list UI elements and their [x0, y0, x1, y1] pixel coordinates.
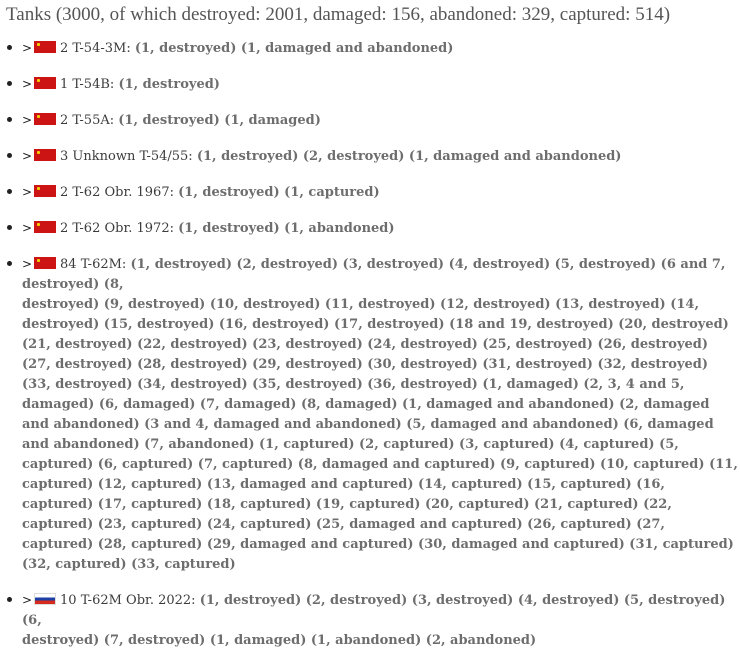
bullet-icon: [7, 117, 12, 122]
tank-loss-list: [6, 38, 740, 651]
bullet-icon: [7, 45, 12, 50]
item-details[interactable]: (1, destroyed) (1, damaged and abandoned): [134, 41, 454, 56]
list-item-t-62m-obr-2022: [6, 590, 740, 651]
list-item-t-62-obr-1972: [6, 218, 740, 239]
soviet-flag-icon: [34, 149, 56, 161]
soviet-flag-icon: [34, 221, 56, 233]
bullet-icon: [7, 261, 12, 266]
chevron-right-icon[interactable]: >: [22, 41, 33, 55]
chevron-right-icon[interactable]: >: [22, 185, 33, 199]
chevron-right-icon[interactable]: >: [22, 113, 33, 127]
item-details[interactable]: (1, destroyed) (2, destroyed) (3, destroyed) (4, destroyed) (5, destroyed) (6,: [22, 593, 726, 628]
bullet-icon: [7, 189, 12, 194]
item-count: 3: [60, 149, 69, 164]
list-item-t-54-3m: [6, 38, 740, 59]
bullet-icon: [7, 225, 12, 230]
soviet-flag-icon: [34, 41, 56, 53]
item-details[interactable]: (1, destroyed) (1, captured): [178, 185, 380, 200]
item-model: T-62 Obr. 1967:: [72, 185, 174, 200]
item-model: T-54-3M:: [72, 41, 131, 56]
item-details-continuation[interactable]: destroyed) (9, destroyed) (10, destroyed) (11, destroyed) (12, destroyed) (13, destroyed) (14, destroyed) (15, destroyed) (16, destroyed) (17, destroyed) (18 and 19, destroyed) (20, destroyed) (21, destroyed) (22, destroyed) (23, destroyed) (24, destroyed) (25, destroyed) (26, destroyed) (27, destroyed) (28, destroyed) (29, destroyed) (30, destroyed) (31, destroyed) (32, destroyed) (33, destroyed) (34, destroyed) (35, destroyed) (36, destroyed) (1, damaged) (2, 3, 4 and 5, damaged) (6, damaged) (7, damaged) (8, damaged) (1, damaged and abandoned) (2, damaged and abandoned) (3 and 4, damaged and abandoned) (5, damaged and abandoned) (6, damaged and abandoned) (7, abandoned) (1, captured) (2, captured) (3, captured) (4, captured) (5, captured) (6, captured) (7, captured) (8, damaged and captured) (9, captured) (10, captured) (11, captured) (12, captured) (13, damaged and captured) (14, captured) (15, captured) (16, captured) (17, captured) (18, captured) (19, captured) (20, captured) (21, captured) (22, captured) (23, captured) (24, captured) (25, damaged and captured) (26, captured) (27, captured) (28, captured) (29, damaged and captured) (30, damaged and captured) (31, captured) (32, captured) (33, captured): [22, 297, 738, 572]
item-details[interactable]: (1, destroyed) (2, destroyed) (1, damaged and abandoned): [196, 149, 622, 164]
chevron-right-icon[interactable]: >: [22, 149, 33, 163]
item-details[interactable]: (1, destroyed) (1, damaged): [118, 113, 321, 128]
soviet-flag-icon: [34, 185, 56, 197]
item-count: 1: [60, 77, 69, 92]
item-model: T-54B:: [72, 77, 115, 92]
item-count: 84: [60, 257, 77, 272]
bullet-icon: [7, 597, 12, 602]
item-model: T-62M:: [80, 257, 127, 272]
list-item-unknown-t-54-55: [6, 146, 740, 167]
item-details[interactable]: (1, destroyed) (1, abandoned): [178, 221, 395, 236]
soviet-flag-icon: [34, 113, 56, 125]
item-details[interactable]: (1, destroyed) (2, destroyed) (3, destroyed) (4, destroyed) (5, destroyed) (6 and 7, destroyed) (8,: [22, 257, 726, 292]
soviet-flag-icon: [34, 257, 56, 269]
item-model: T-55A:: [72, 113, 115, 128]
item-model: T-62 Obr. 1972:: [72, 221, 174, 236]
list-item-t-55a: [6, 110, 740, 131]
item-details-continuation[interactable]: destroyed) (7, destroyed) (1, damaged) (1, abandoned) (2, abandoned): [22, 633, 537, 648]
item-details[interactable]: (1, destroyed): [118, 77, 220, 92]
item-count: 10: [60, 593, 77, 608]
chevron-right-icon[interactable]: >: [22, 221, 33, 235]
item-model: T-62M Obr. 2022:: [80, 593, 196, 608]
item-count: 2: [60, 185, 69, 200]
russian-flag-icon: [34, 593, 56, 605]
bullet-icon: [7, 81, 12, 86]
item-count: 2: [60, 113, 69, 128]
bullet-icon: [7, 153, 12, 158]
chevron-right-icon[interactable]: >: [22, 77, 33, 91]
list-item-t-54b: [6, 74, 740, 95]
item-count: 2: [60, 41, 69, 56]
section-heading: Tanks (3000, of which destroyed: 2001, damaged: 156, abandoned: 329, captured: 514): [6, 4, 671, 25]
equipment-losses-section: [0, 4, 740, 651]
chevron-right-icon[interactable]: >: [22, 593, 33, 607]
chevron-right-icon[interactable]: >: [22, 257, 33, 271]
soviet-flag-icon: [34, 77, 56, 89]
item-model: Unknown T-54/55:: [72, 149, 193, 164]
list-item-t-62m: [6, 254, 740, 575]
item-count: 2: [60, 221, 69, 236]
list-item-t-62-obr-1967: [6, 182, 740, 203]
